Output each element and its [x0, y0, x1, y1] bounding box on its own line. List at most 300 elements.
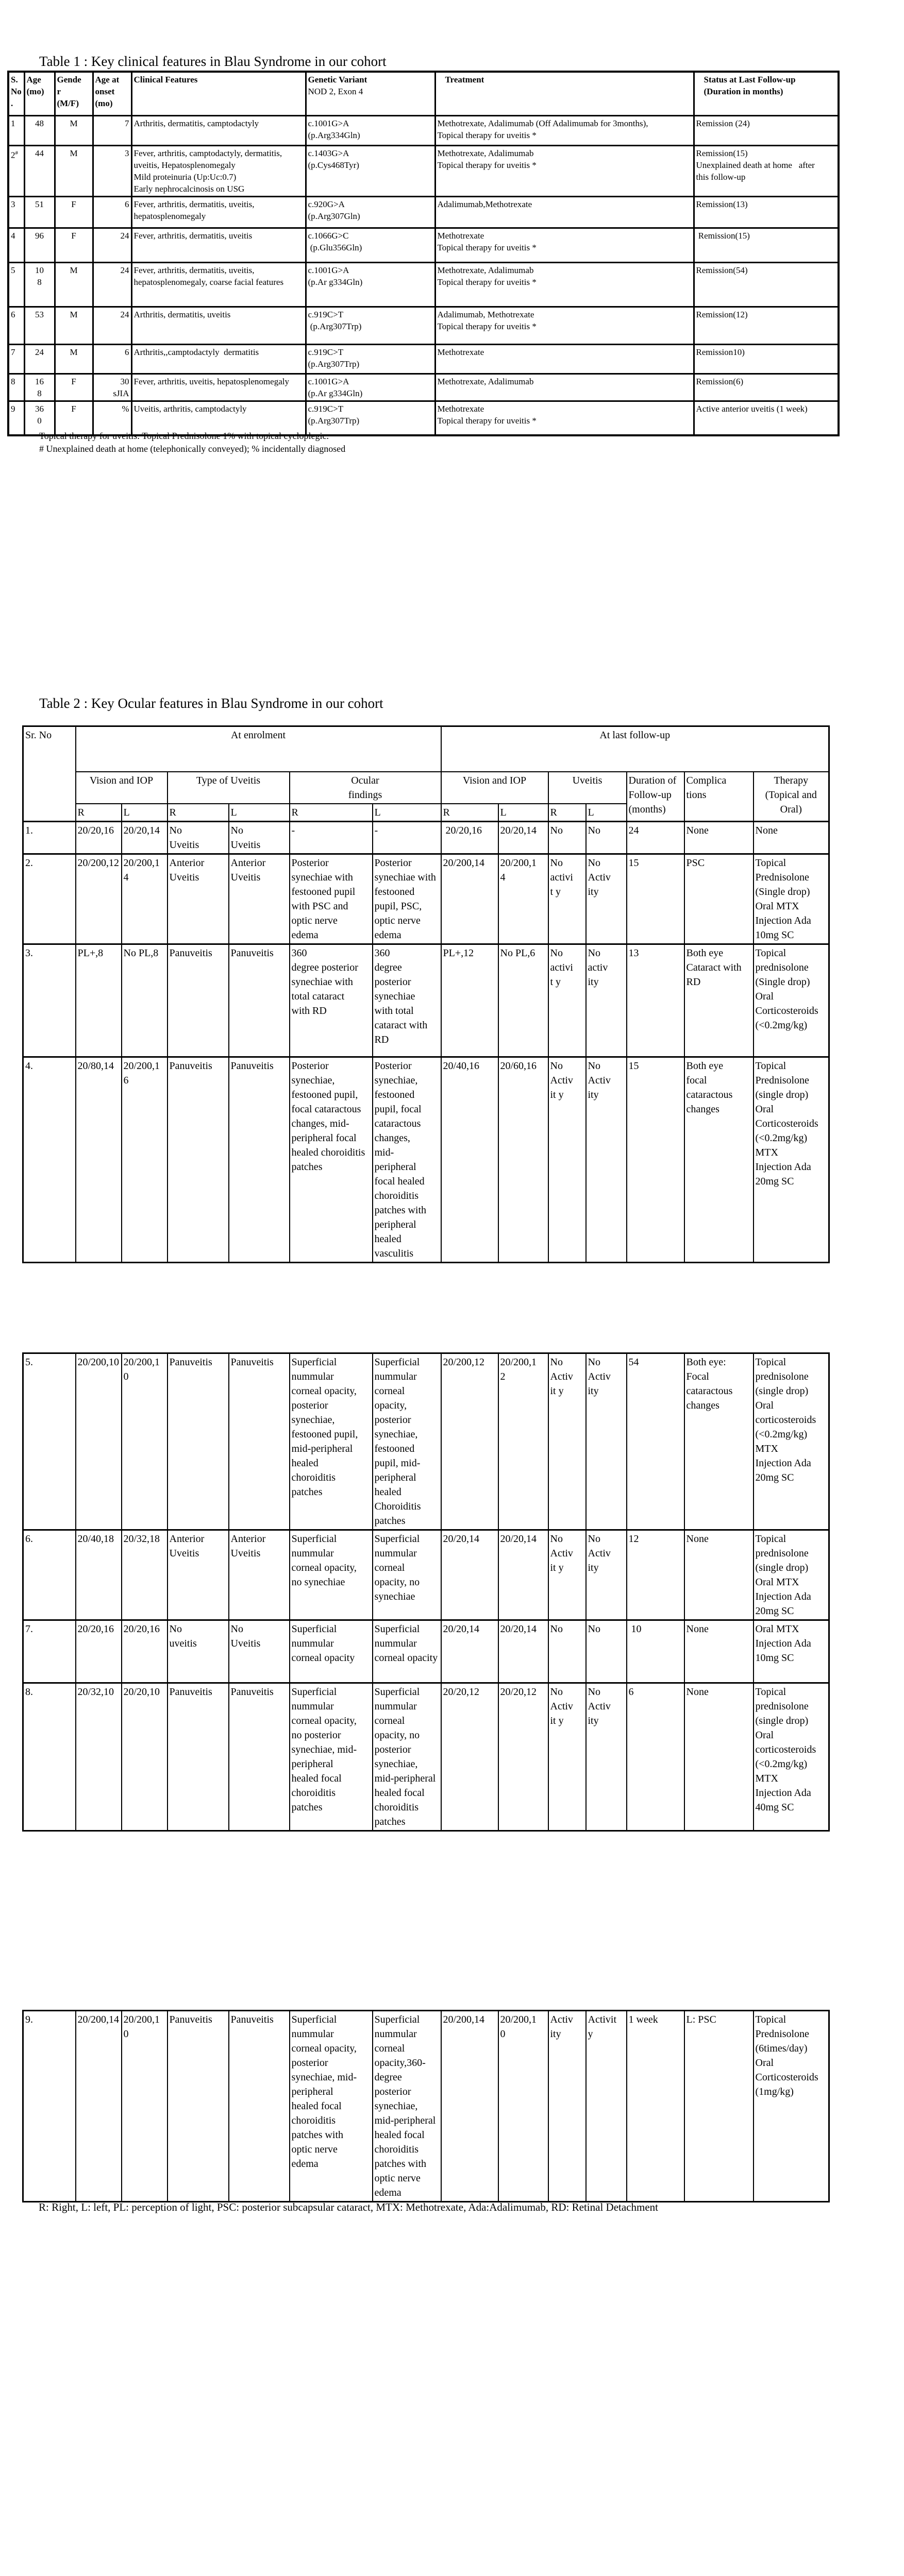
- header-at-enrolment: At enrolment: [76, 726, 441, 772]
- cell-treatment: [435, 228, 694, 262]
- cell-onset: [93, 401, 131, 435]
- cell-fu-vision-l: 20/20,12: [498, 1683, 548, 1831]
- cell-sno-text: 2: [11, 150, 15, 160]
- header-sno: S. No .: [8, 72, 24, 115]
- cell-fu-uveitis-l: No: [586, 1620, 627, 1683]
- cell-age: [24, 374, 55, 401]
- header-status: Status at Last Follow-up (Duration in months): [694, 72, 839, 115]
- cell-fu-vision-r: 20/200,14: [441, 2011, 498, 2202]
- cell-sr-no: 2.: [23, 854, 76, 944]
- cell-therapy: Topical prednisolone (single drop) Oral corticosteroids (<0.2mg/kg) MTX Injection Ada 20mg SC: [754, 1353, 829, 1530]
- table2-header-row-2: [23, 772, 829, 804]
- cell-fu-vision-l: No PL,6: [498, 944, 548, 1057]
- cell-status: [694, 196, 839, 228]
- table1-row: [8, 344, 839, 374]
- cell-clinical-text: Arthritis, dermatitis, camptodactyly: [133, 118, 259, 128]
- cell-status: [694, 344, 839, 374]
- table1-row: [8, 145, 839, 196]
- cell-sno: [8, 262, 24, 307]
- cell-gender-text: M: [70, 309, 78, 319]
- cell-ocular-findings-r: Posterior synechiae, festooned pupil, focal cataractous changes, mid- peripheral focal healed choroiditis patches: [290, 1057, 373, 1262]
- cell-onset-text: 7: [125, 118, 129, 128]
- cell-age: [24, 115, 55, 145]
- cell-enrol-vision-l: 20/200,1 0: [122, 1353, 168, 1530]
- cell-age-text: 53: [35, 309, 44, 319]
- table1-footnote-2: # Unexplained death at home (telephonically conveyed); % incidentally diagnosed: [39, 444, 346, 454]
- cell-genetic-text: c.919C>T (p.Arg307Trp): [308, 403, 360, 426]
- cell-clinical-text: Fever, arthritis, dermatitis, uveitis, hepatosplenomegaly: [133, 199, 255, 221]
- cell-clinical: [131, 145, 306, 196]
- cell-age-text: 10 8: [35, 265, 44, 287]
- cell-onset-text: 6: [125, 199, 129, 209]
- cell-gender: [55, 115, 93, 145]
- cell-gender: [55, 262, 93, 307]
- table1-row: [8, 228, 839, 262]
- cell-sno-text: 5: [11, 265, 15, 275]
- cell-sr-no: 1.: [23, 821, 76, 854]
- cell-treatment: [435, 401, 694, 435]
- cell-treatment: [435, 374, 694, 401]
- header-sr-no: Sr. No: [23, 726, 76, 822]
- cell-followup-duration: 15: [627, 1057, 684, 1262]
- table2-row: [23, 821, 829, 854]
- cell-status: [694, 401, 839, 435]
- cell-fu-uveitis-l: No Activ ity: [586, 1353, 627, 1530]
- table1-row: [8, 401, 839, 435]
- cell-onset: [93, 262, 131, 307]
- cell-genetic-text: c.919C>T (p.Arg307Trp): [308, 309, 362, 331]
- cell-fu-uveitis-l: Activit y: [586, 2011, 627, 2202]
- header-therapy: Therapy (Topical and Oral): [754, 772, 829, 822]
- cell-genetic-text: c.1001G>A (p.Ar g334Gln): [308, 376, 363, 398]
- table2-title: Table 2 : Key Ocular features in Blau Syndrome in our cohort: [39, 696, 383, 711]
- cell-status: [694, 115, 839, 145]
- cell-fu-vision-l: 20/200,1 2: [498, 1353, 548, 1530]
- cell-onset: [93, 196, 131, 228]
- cell-ocular-findings-l: Posterior synechiae with festooned pupil, PSC, optic nerve edema: [373, 854, 441, 944]
- header-uveitis: Uveitis: [548, 772, 627, 804]
- cell-onset-text: 30 sJIA: [113, 376, 129, 398]
- cell-ocular-findings-l: Superficial nummular corneal opacity, posterior synechiae, festooned pupil, mid- peripheral healed Choroiditis patches: [373, 1353, 441, 1530]
- table2-row: [23, 1353, 829, 1530]
- header-right-eye: R: [441, 804, 498, 822]
- cell-genetic: [306, 307, 435, 344]
- cell-sno: [8, 401, 24, 435]
- cell-gender-text: F: [71, 199, 76, 209]
- cell-age: [24, 344, 55, 374]
- cell-age-text: 36 0: [35, 403, 44, 426]
- cell-ocular-findings-r: Superficial nummular corneal opacity, posterior synechiae, mid- peripheral healed focal choroiditis patches with optic nerve edema: [290, 2011, 373, 2202]
- cell-fu-vision-l: 20/20,14: [498, 821, 548, 854]
- cell-onset: [93, 344, 131, 374]
- cell-fu-uveitis-r: No: [548, 1620, 586, 1683]
- header-right-eye: R: [290, 804, 373, 822]
- cell-status-text: Remission10): [696, 347, 745, 357]
- cell-treatment-text: Adalimumab, Methotrexate Topical therapy for uveitis *: [437, 309, 537, 331]
- cell-enrol-vision-r: 20/200,10: [76, 1353, 122, 1530]
- cell-ocular-findings-l: Superficial nummular corneal opacity, no posterior synechiae, mid-peripheral healed focal choroiditis patches: [373, 1683, 441, 1831]
- cell-onset: [93, 145, 131, 196]
- cell-fu-uveitis-r: No Activ it y: [548, 1683, 586, 1831]
- cell-fu-vision-r: 20/20,16: [441, 821, 498, 854]
- cell-therapy: None: [754, 821, 829, 854]
- cell-treatment: [435, 145, 694, 196]
- cell-age: [24, 262, 55, 307]
- cell-followup-duration: 15: [627, 854, 684, 944]
- cell-gender-text: M: [70, 265, 78, 275]
- cell-fu-vision-r: 20/20,12: [441, 1683, 498, 1831]
- table1-row: [8, 374, 839, 401]
- cell-followup-duration: 54: [627, 1353, 684, 1530]
- cell-uveitis-type-r: Panuveitis: [168, 944, 229, 1057]
- cell-status-text: Remission(15) Unexplained death at home after this follow-up: [696, 148, 815, 182]
- header-genetic-label: Genetic Variant: [308, 75, 367, 84]
- ocular-features-table-part2: [22, 1352, 830, 1832]
- cell-gender: [55, 344, 93, 374]
- cell-genetic-text: c.1001G>A (p.Ar g334Gln): [308, 265, 363, 287]
- cell-uveitis-type-r: Anterior Uveitis: [168, 854, 229, 944]
- cell-gender-text: F: [71, 376, 76, 386]
- header-right-eye: R: [76, 804, 122, 822]
- cell-fu-vision-l: 20/200,1 0: [498, 2011, 548, 2202]
- cell-gender-text: M: [70, 118, 78, 128]
- cell-sr-no: 4.: [23, 1057, 76, 1262]
- cell-onset: [93, 115, 131, 145]
- cell-genetic: [306, 262, 435, 307]
- cell-fu-vision-r: 20/200,12: [441, 1353, 498, 1530]
- cell-onset-text: 24: [120, 309, 129, 319]
- cell-ocular-findings-l: Superficial nummular corneal opacity,360- degree posterior synechiae, mid-peripheral healed focal choroiditis patches with optic nerve edema: [373, 2011, 441, 2202]
- cell-clinical-text: Arthritis,,camptodactyly dermatitis: [133, 347, 259, 357]
- cell-clinical: [131, 196, 306, 228]
- cell-therapy: Topical prednisolone (Single drop) Oral Corticosteroids (<0.2mg/kg): [754, 944, 829, 1057]
- cell-enrol-vision-l: 20/32,18: [122, 1530, 168, 1620]
- cell-sr-no: 8.: [23, 1683, 76, 1831]
- cell-age-text: 44: [35, 148, 44, 158]
- cell-genetic-text: c.1403G>A (p.Cys468Tyr): [308, 148, 359, 170]
- cell-fu-uveitis-r: No Activ it y: [548, 1057, 586, 1262]
- cell-uveitis-type-l: No Uveitis: [229, 1620, 290, 1683]
- cell-therapy: Oral MTX Injection Ada 10mg SC: [754, 1620, 829, 1683]
- cell-status-text: Remission(54): [696, 265, 748, 275]
- header-complications: Complica tions: [684, 772, 754, 822]
- cell-sno-text: 3: [11, 199, 15, 209]
- cell-age: [24, 401, 55, 435]
- cell-sr-no: 9.: [23, 2011, 76, 2202]
- cell-gender: [55, 196, 93, 228]
- cell-fu-vision-l: 20/200,1 4: [498, 854, 548, 944]
- header-right-eye: R: [548, 804, 586, 822]
- cell-age-text: 96: [35, 230, 44, 241]
- table1-row: [8, 307, 839, 344]
- cell-complications: Both eye: Focal cataractous changes: [684, 1353, 754, 1530]
- cell-clinical: [131, 374, 306, 401]
- cell-enrol-vision-l: 20/200,1 6: [122, 1057, 168, 1262]
- cell-clinical: [131, 228, 306, 262]
- cell-genetic: [306, 228, 435, 262]
- cell-enrol-vision-r: 20/200,12: [76, 854, 122, 944]
- cell-sno: [8, 344, 24, 374]
- cell-status: [694, 307, 839, 344]
- cell-fu-uveitis-r: No Activ it y: [548, 1353, 586, 1530]
- cell-genetic: [306, 196, 435, 228]
- clinical-features-table: [7, 71, 840, 436]
- cell-fu-vision-l: 20/20,14: [498, 1620, 548, 1683]
- table2-row: [23, 854, 829, 944]
- cell-complications: PSC: [684, 854, 754, 944]
- cell-genetic: [306, 344, 435, 374]
- cell-treatment: [435, 262, 694, 307]
- header-duration: Duration of Follow-up (months): [627, 772, 684, 822]
- cell-gender-text: M: [70, 347, 78, 357]
- cell-sno-text: 6: [11, 309, 15, 319]
- header-ocular-findings: Ocular findings: [290, 772, 441, 804]
- cell-treatment: [435, 115, 694, 145]
- cell-uveitis-type-l: Anterior Uveitis: [229, 1530, 290, 1620]
- cell-therapy: Topical prednisolone (single drop) Oral MTX Injection Ada 20mg SC: [754, 1530, 829, 1620]
- cell-clinical: [131, 401, 306, 435]
- table1-row: [8, 115, 839, 145]
- cell-treatment-text: Methotrexate, Adalimumab Topical therapy for uveitis *: [437, 265, 537, 287]
- cell-treatment: [435, 307, 694, 344]
- cell-ocular-findings-l: Superficial nummular corneal opacity: [373, 1620, 441, 1683]
- cell-ocular-findings-r: 360 degree posterior synechiae with total cataract with RD: [290, 944, 373, 1057]
- cell-onset-text: 6: [125, 347, 129, 357]
- cell-ocular-findings-l: Superficial nummular corneal opacity, no synechiae: [373, 1530, 441, 1620]
- cell-treatment-text: Methotrexate: [437, 347, 484, 357]
- table1-header-row: [8, 72, 839, 115]
- cell-enrol-vision-l: 20/200,1 0: [122, 2011, 168, 2202]
- cell-uveitis-type-l: Panuveitis: [229, 2011, 290, 2202]
- cell-fu-uveitis-r: Activ ity: [548, 2011, 586, 2202]
- cell-fu-vision-r: 20/20,14: [441, 1620, 498, 1683]
- cell-status: [694, 145, 839, 196]
- cell-fu-vision-l: 20/20,14: [498, 1530, 548, 1620]
- header-left-eye: L: [498, 804, 548, 822]
- table2-header-row-1: [23, 726, 829, 772]
- table2-row: [23, 1620, 829, 1683]
- cell-genetic: [306, 115, 435, 145]
- cell-clinical-text: Fever, arthritis, dermatitis, uveitis: [133, 230, 253, 241]
- cell-uveitis-type-r: Panuveitis: [168, 1683, 229, 1831]
- cell-complications: Both eye Cataract with RD: [684, 944, 754, 1057]
- header-type-uveitis: Type of Uveitis: [168, 772, 290, 804]
- cell-followup-duration: 10: [627, 1620, 684, 1683]
- cell-fu-uveitis-l: No Activ ity: [586, 854, 627, 944]
- cell-fu-vision-r: 20/40,16: [441, 1057, 498, 1262]
- ocular-features-table-part1: [22, 725, 830, 1263]
- cell-uveitis-type-l: Panuveitis: [229, 944, 290, 1057]
- cell-followup-duration: 6: [627, 1683, 684, 1831]
- cell-enrol-vision-l: 20/20,16: [122, 1620, 168, 1683]
- cell-onset: [93, 374, 131, 401]
- cell-uveitis-type-l: Panuveitis: [229, 1353, 290, 1530]
- cell-gender: [55, 228, 93, 262]
- cell-enrol-vision-r: 20/32,10: [76, 1683, 122, 1831]
- cell-gender: [55, 374, 93, 401]
- cell-complications: None: [684, 1620, 754, 1683]
- cell-ocular-findings-r: -: [290, 821, 373, 854]
- cell-treatment: [435, 344, 694, 374]
- header-genetic: [306, 72, 435, 115]
- header-left-eye: L: [229, 804, 290, 822]
- cell-enrol-vision-r: 20/40,18: [76, 1530, 122, 1620]
- cell-fu-uveitis-l: No Activ ity: [586, 1057, 627, 1262]
- cell-sno: [8, 307, 24, 344]
- cell-uveitis-type-l: No Uveitis: [229, 821, 290, 854]
- cell-fu-vision-r: 20/200,14: [441, 854, 498, 944]
- table2-row: [23, 1683, 829, 1831]
- header-at-last-followup: At last follow-up: [441, 726, 829, 772]
- cell-uveitis-type-r: Panuveitis: [168, 1057, 229, 1262]
- table2-row: [23, 1530, 829, 1620]
- cell-clinical: [131, 262, 306, 307]
- cell-onset: [93, 307, 131, 344]
- cell-followup-duration: 13: [627, 944, 684, 1057]
- cell-uveitis-type-r: Panuveitis: [168, 1353, 229, 1530]
- header-vision-iop: Vision and IOP: [76, 772, 168, 804]
- cell-clinical-text: Uveitis, arthritis, camptodactyly: [133, 403, 247, 414]
- cell-fu-vision-r: 20/20,14: [441, 1530, 498, 1620]
- header-genetic-subheader: NOD 2, Exon 4: [308, 87, 363, 96]
- cell-sno: [8, 374, 24, 401]
- cell-status: [694, 374, 839, 401]
- cell-clinical: [131, 307, 306, 344]
- cell-sno-text: 1: [11, 118, 15, 128]
- cell-clinical: [131, 344, 306, 374]
- cell-ocular-findings-r: Superficial nummular corneal opacity, posterior synechiae, festooned pupil, mid-peripheral healed choroiditis patches: [290, 1353, 373, 1530]
- cell-onset-text: %: [122, 403, 129, 414]
- cell-genetic-text: c.919C>T (p.Arg307Trp): [308, 347, 360, 369]
- cell-therapy: Topical Prednisolone (6times/day) Oral Corticosteroids (1mg/kg): [754, 2011, 829, 2202]
- cell-onset-text: 3: [125, 148, 129, 158]
- cell-enrol-vision-l: No PL,8: [122, 944, 168, 1057]
- cell-status-text: Remission(15): [696, 230, 750, 241]
- table1-title: Table 1 : Key clinical features in Blau Syndrome in our cohort: [39, 54, 387, 69]
- cell-complications: L: PSC: [684, 2011, 754, 2202]
- cell-age-text: 51: [35, 199, 44, 209]
- cell-status-text: Active anterior uveitis (1 week): [696, 403, 808, 414]
- cell-onset-text: 24: [120, 230, 129, 241]
- cell-sno: [8, 145, 24, 196]
- cell-sr-no: 7.: [23, 1620, 76, 1683]
- cell-treatment-text: Methotrexate, Adalimumab: [437, 376, 534, 386]
- cell-fu-uveitis-l: No: [586, 821, 627, 854]
- header-left-eye: L: [122, 804, 168, 822]
- cell-enrol-vision-l: 20/20,10: [122, 1683, 168, 1831]
- cell-sno-text: 4: [11, 230, 15, 241]
- cell-gender-text: M: [70, 148, 78, 158]
- table1-row: [8, 262, 839, 307]
- cell-age: [24, 145, 55, 196]
- cell-ocular-findings-r: Superficial nummular corneal opacity: [290, 1620, 373, 1683]
- table2-row: [23, 1057, 829, 1262]
- cell-sno-footnote-mark: #: [15, 149, 18, 156]
- cell-enrol-vision-r: 20/80,14: [76, 1057, 122, 1262]
- table1-row: [8, 196, 839, 228]
- cell-sno-text: 7: [11, 347, 15, 357]
- cell-uveitis-type-r: Panuveitis: [168, 2011, 229, 2202]
- cell-sr-no: 3.: [23, 944, 76, 1057]
- cell-sno-text: 9: [11, 403, 15, 414]
- cell-clinical-text: Arthritis, dermatitis, uveitis: [133, 309, 231, 319]
- cell-status: [694, 228, 839, 262]
- cell-enrol-vision-r: 20/20,16: [76, 821, 122, 854]
- table1-footnote-1: Topical therapy for uveitis: Topical Prednisolone 1% with topical cycloplegic.: [39, 431, 329, 441]
- header-onset: Age at onset (mo): [93, 72, 131, 115]
- cell-genetic-text: c.1066G>C (p.Glu356Gln): [308, 230, 362, 252]
- cell-sno-text: 8: [11, 376, 15, 386]
- cell-treatment: [435, 196, 694, 228]
- cell-genetic: [306, 401, 435, 435]
- header-gender: Gende r (M/F): [55, 72, 93, 115]
- cell-genetic-text: c.920G>A (p.Arg307Gln): [308, 199, 360, 221]
- cell-gender-text: F: [71, 230, 76, 241]
- cell-complications: None: [684, 821, 754, 854]
- cell-status: [694, 262, 839, 307]
- cell-enrol-vision-r: PL+,8: [76, 944, 122, 1057]
- cell-ocular-findings-r: Superficial nummular corneal opacity, no posterior synechiae, mid- peripheral healed focal choroiditis patches: [290, 1683, 373, 1831]
- cell-treatment-text: Adalimumab,Methotrexate: [437, 199, 532, 209]
- cell-complications: Both eye focal cataractous changes: [684, 1057, 754, 1262]
- cell-sr-no: 5.: [23, 1353, 76, 1530]
- cell-onset-text: 24: [120, 265, 129, 275]
- cell-genetic: [306, 374, 435, 401]
- cell-treatment-text: Methotrexate Topical therapy for uveitis *: [437, 230, 537, 252]
- cell-enrol-vision-l: 20/200,1 4: [122, 854, 168, 944]
- cell-fu-uveitis-r: No activi t y: [548, 944, 586, 1057]
- cell-fu-uveitis-l: No Activ ity: [586, 1530, 627, 1620]
- cell-complications: None: [684, 1530, 754, 1620]
- cell-ocular-findings-l: 360 degree posterior synechiae with total cataract with RD: [373, 944, 441, 1057]
- table2-row: [23, 2011, 829, 2202]
- cell-ocular-findings-r: Superficial nummular corneal opacity, no synechiae: [290, 1530, 373, 1620]
- cell-status-text: Remission (24): [696, 118, 750, 128]
- cell-complications: None: [684, 1683, 754, 1831]
- cell-age-text: 16 8: [35, 376, 44, 398]
- header-clinical: Clinical Features: [131, 72, 306, 115]
- cell-age: [24, 196, 55, 228]
- header-treatment: Treatment: [435, 72, 694, 115]
- cell-ocular-findings-l: -: [373, 821, 441, 854]
- cell-clinical-text: Fever, arthritis, camptodactyly, dermatitis, uveitis, Hepatosplenomegaly Mild proteinuria (Up:Uc:0.7) Early nephrocalcinosis on USG: [133, 148, 282, 194]
- header-left-eye: L: [373, 804, 441, 822]
- cell-age-text: 48: [35, 118, 44, 128]
- header-right-eye: R: [168, 804, 229, 822]
- cell-gender-text: F: [71, 403, 76, 414]
- cell-fu-vision-l: 20/60,16: [498, 1057, 548, 1262]
- cell-gender: [55, 145, 93, 196]
- table2-row: [23, 944, 829, 1057]
- cell-treatment-text: Methotrexate, Adalimumab (Off Adalimumab for 3months), Topical therapy for uveitis *: [437, 118, 648, 140]
- cell-followup-duration: 1 week: [627, 2011, 684, 2202]
- cell-uveitis-type-r: Anterior Uveitis: [168, 1530, 229, 1620]
- cell-therapy: Topical Prednisolone (single drop) Oral Corticosteroids (<0.2mg/kg) MTX Injection Ada 20mg SC: [754, 1057, 829, 1262]
- cell-age: [24, 228, 55, 262]
- cell-followup-duration: 12: [627, 1530, 684, 1620]
- cell-therapy: Topical Prednisolone (Single drop) Oral MTX Injection Ada 10mg SC: [754, 854, 829, 944]
- cell-clinical-text: Fever, arthritis, uveitis, hepatosplenomegaly: [133, 376, 289, 386]
- cell-sno: [8, 196, 24, 228]
- cell-fu-uveitis-l: No activ ity: [586, 944, 627, 1057]
- cell-status-text: Remission(13): [696, 199, 748, 209]
- cell-fu-uveitis-r: No Activ it y: [548, 1530, 586, 1620]
- cell-status-text: Remission(12): [696, 309, 748, 319]
- cell-uveitis-type-r: No uveitis: [168, 1620, 229, 1683]
- header-age: Age (mo): [24, 72, 55, 115]
- cell-gender: [55, 307, 93, 344]
- cell-followup-duration: 24: [627, 821, 684, 854]
